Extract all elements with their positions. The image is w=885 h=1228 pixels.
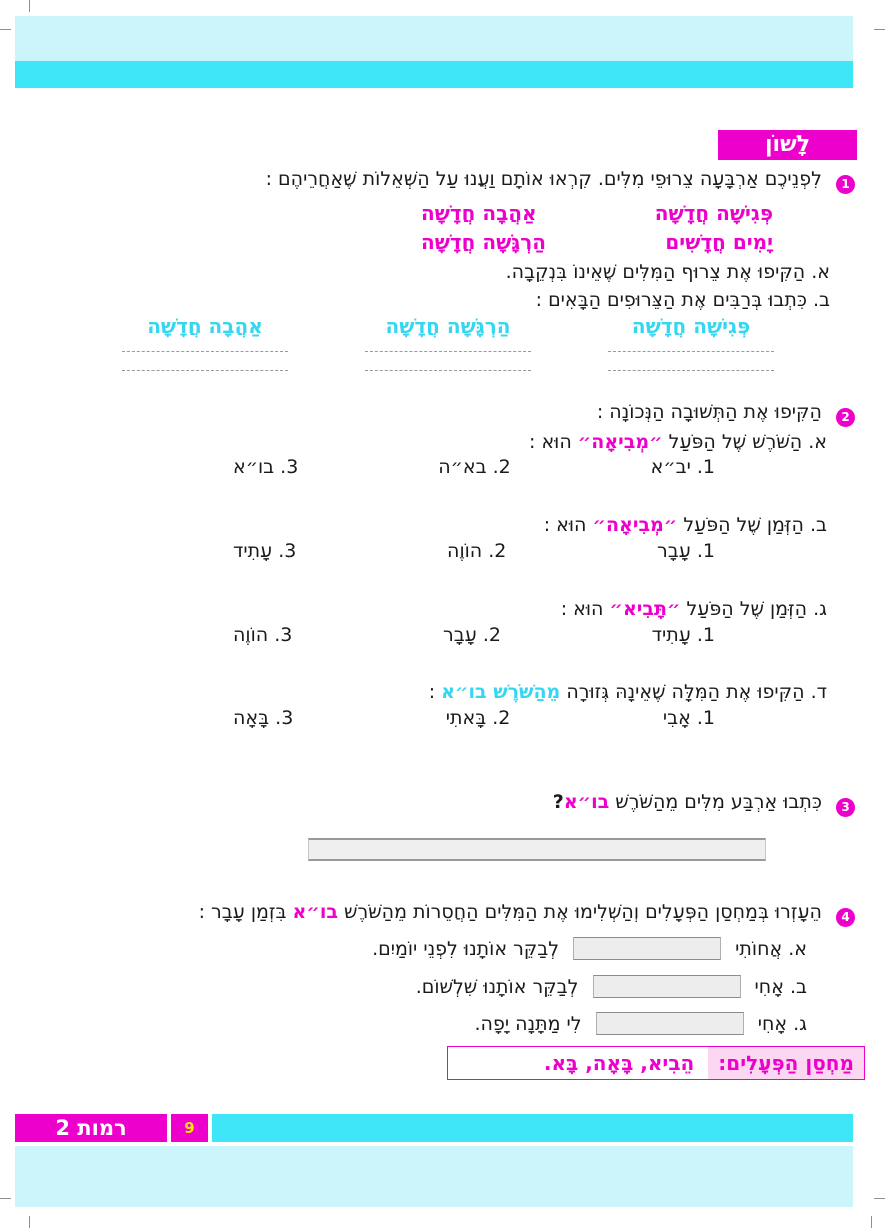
option[interactable]: 1. עָתִיד xyxy=(651,624,715,646)
question-highlight: ״מְבִיאָה״ xyxy=(592,514,678,536)
option[interactable]: 2. בא״ה xyxy=(438,456,511,478)
exercise2-options-a xyxy=(233,456,715,478)
option[interactable]: 2. הוֹוֶה xyxy=(447,540,507,562)
question-text: : xyxy=(428,681,436,703)
exercise4-item-b xyxy=(416,975,807,1001)
question-highlight: ״מְבִיאָה״ xyxy=(577,431,663,453)
question-highlight: מֵהַשֹּׁרֶשׁ בו״א xyxy=(441,681,561,703)
crop-mark xyxy=(0,1198,11,1199)
exercise2-question-c xyxy=(561,597,827,623)
item-label: ב. xyxy=(789,976,807,998)
header-bar-light xyxy=(15,16,853,61)
question-text: הוּא : xyxy=(560,598,604,620)
exercise4-highlight: בו״א xyxy=(292,901,338,923)
option[interactable]: 1. אָבִי xyxy=(662,707,715,729)
exercise1-phrase-pairs xyxy=(421,201,773,259)
footer-bar-light xyxy=(15,1146,853,1207)
option[interactable]: 3. בו״א xyxy=(233,456,299,478)
option[interactable]: 2. בָּאתִי xyxy=(445,707,511,729)
phrase-row xyxy=(421,230,773,254)
exercise3-instruction: כִּתְבוּ אַרְבַּע מִלִּים מֵהַשֹּׁרֶשׁ xyxy=(615,791,822,813)
verb-bank-label: מַחְסַן הַפְּעָלִים: xyxy=(708,1047,864,1079)
question-label: ד. xyxy=(810,681,827,703)
exercise2-question-b xyxy=(544,513,827,539)
verb-bank-box xyxy=(447,1046,865,1080)
write-line[interactable] xyxy=(365,339,531,352)
item-text: לְבַקֵּר אוֹתָנוּ שִׁלְשׁוֹם. xyxy=(415,976,579,998)
item-text: אָחִי xyxy=(757,1013,788,1035)
exercise2-options-b xyxy=(233,540,715,562)
exercise1-number-badge: 1 xyxy=(836,175,855,194)
fill-in-blank[interactable] xyxy=(596,1012,744,1035)
exercise1-sub-b xyxy=(536,288,830,314)
option[interactable]: 3. בָּאָה xyxy=(233,707,294,729)
exercise2-options-c xyxy=(233,624,715,646)
write-line[interactable] xyxy=(122,352,288,371)
exercise2-instruction: הַקִּיפוּ אֶת הַתְּשׁוּבָה הַנְּכוֹנָה : xyxy=(596,401,822,423)
fill-in-blank[interactable] xyxy=(573,937,721,960)
question-text: הַקִּיפוּ אֶת הַמִּלָּה שֶׁאֵינָהּ גְּזוּרָה xyxy=(566,681,805,703)
phrase: הַרְגָּשָׁה חֲדָשָׁה xyxy=(421,230,546,254)
exercise1-instruction-line xyxy=(266,167,855,194)
item-text: אָחִי xyxy=(754,976,784,998)
exercise1-sub-a-text: א. הַקִּיפוּ אֶת צֵרוּף הַמִּלִּים שֶׁאֵינוֹ בִּנְקֵבָה. xyxy=(505,261,830,283)
exercise4-instruction-line xyxy=(199,900,855,927)
crop-mark xyxy=(874,29,885,30)
option[interactable]: 2. עָבָר xyxy=(443,624,501,646)
footer-series-text: רמות 2 xyxy=(55,1116,127,1140)
question-label: ב. xyxy=(809,514,827,536)
write-line[interactable] xyxy=(122,339,288,352)
crop-mark xyxy=(29,0,30,12)
footer-series-title xyxy=(15,1114,167,1142)
header-bar-bright xyxy=(15,61,853,88)
option[interactable]: 1. עָבָר xyxy=(657,540,715,562)
exercise1-instruction: לִפְנֵיכֶם אַרְבָּעָה צֵרוּפֵי מִלִּים. קִרְאוּ אוֹתָם וַעֲנוּ עַל הַשְּׁאֵלוֹת שֶׁאַחֲרֵיהֶם : xyxy=(265,168,822,190)
exercise1-rewrite-area xyxy=(122,314,774,371)
rewrite-column xyxy=(365,314,531,371)
phrase: אַהֲבָה חֲדָשָׁה xyxy=(421,201,537,225)
fill-in-blank[interactable] xyxy=(593,975,741,998)
exercise4-item-c xyxy=(475,1012,808,1038)
question-text: הוּא : xyxy=(543,514,587,536)
rewrite-phrase: הַרְגָּשָׁה חֲדָשָׁה xyxy=(385,314,511,338)
exercise4-instruction-end: בִּזְמַן עָבָר : xyxy=(198,901,287,923)
crop-mark xyxy=(874,1198,885,1199)
exercise3-punctuation: ? xyxy=(552,791,564,813)
write-line[interactable] xyxy=(365,352,531,371)
exercise3-instruction-line xyxy=(553,790,855,817)
exercise4-item-a xyxy=(372,937,807,963)
question-label: א. xyxy=(808,431,827,453)
item-label: א. xyxy=(788,938,807,960)
exercise2-options-d xyxy=(233,707,715,729)
item-text: לִי מַתָּנָה יָפָה. xyxy=(474,1013,582,1035)
option[interactable]: 3. הוֹוֶה xyxy=(233,624,293,646)
exercise3-highlight: בו״א xyxy=(563,791,610,813)
crop-mark xyxy=(871,1216,872,1228)
exercise1-sub-a xyxy=(506,260,830,286)
option[interactable]: 1. יב״א xyxy=(650,456,715,478)
question-text: הַזְּמַן שֶׁל הַפֹּעַל xyxy=(683,514,804,536)
crop-mark xyxy=(29,1216,30,1228)
question-text: הַזְּמַן שֶׁל הַפֹּעַל xyxy=(686,598,808,620)
question-text: הוּא : xyxy=(529,431,572,453)
write-line[interactable] xyxy=(608,339,774,352)
item-label: ג. xyxy=(793,1013,807,1035)
footer-bar-bright xyxy=(212,1114,853,1142)
verb-bank-verbs: הֵבִיא, בָּאָה, בָּא. xyxy=(543,1051,695,1075)
exercise1-sub-b-text: ב. כִּתְבוּ בְּרַבִּים אֶת הַצֵּרוּפִים הַבָּאִים : xyxy=(535,289,830,311)
exercise2-question-a xyxy=(529,430,827,456)
phrase-row xyxy=(421,201,773,225)
phrase: פְּגִישָׁה חֲדָשָׁה xyxy=(654,201,773,225)
section-tab-label: לָשׁוֹן xyxy=(764,132,811,157)
exercise3-answer-box[interactable] xyxy=(308,838,766,861)
question-text: הַשֹּׁרֶשׁ שֶׁל הַפֹּעַל xyxy=(668,431,803,453)
exercise3-number-badge: 3 xyxy=(836,798,855,817)
phrase: יָמִים חֲדָשִׁים xyxy=(665,230,773,254)
exercise4-instruction: הֵעָזְרוּ בְּמַחְסַן הַפְּעָלִים וְהַשְׁלִימוּ אֶת הַמִּלִּים הַחֲסֵרוֹת מֵהַשֹּׁרֶשׁ xyxy=(344,901,822,923)
rewrite-phrase: פְּגִישָׁה חֲדָשָׁה xyxy=(631,314,751,338)
question-label: ג. xyxy=(813,598,827,620)
exercise2-instruction-line xyxy=(597,400,855,427)
write-line[interactable] xyxy=(608,352,774,371)
exercise2-question-d xyxy=(429,680,827,706)
crop-mark xyxy=(0,29,11,30)
footer-page-number-text: 9 xyxy=(184,1119,195,1137)
question-highlight: ״תָּבִיא״ xyxy=(609,598,681,620)
option[interactable]: 3. עָתִיד xyxy=(233,540,297,562)
section-tab-lashon xyxy=(718,130,857,160)
rewrite-phrase: אַהֲבָה חֲדָשָׁה xyxy=(147,314,263,338)
exercise2-number-badge: 2 xyxy=(836,408,855,427)
exercise4-number-badge: 4 xyxy=(836,908,855,927)
footer-page-number xyxy=(171,1114,208,1142)
item-text: אֲחוֹתִי xyxy=(735,938,783,960)
rewrite-column xyxy=(122,314,288,371)
rewrite-column xyxy=(608,314,774,371)
item-text: לְבַקֵּר אוֹתָנוּ לִפְנֵי יוֹמַיִם. xyxy=(372,938,560,960)
